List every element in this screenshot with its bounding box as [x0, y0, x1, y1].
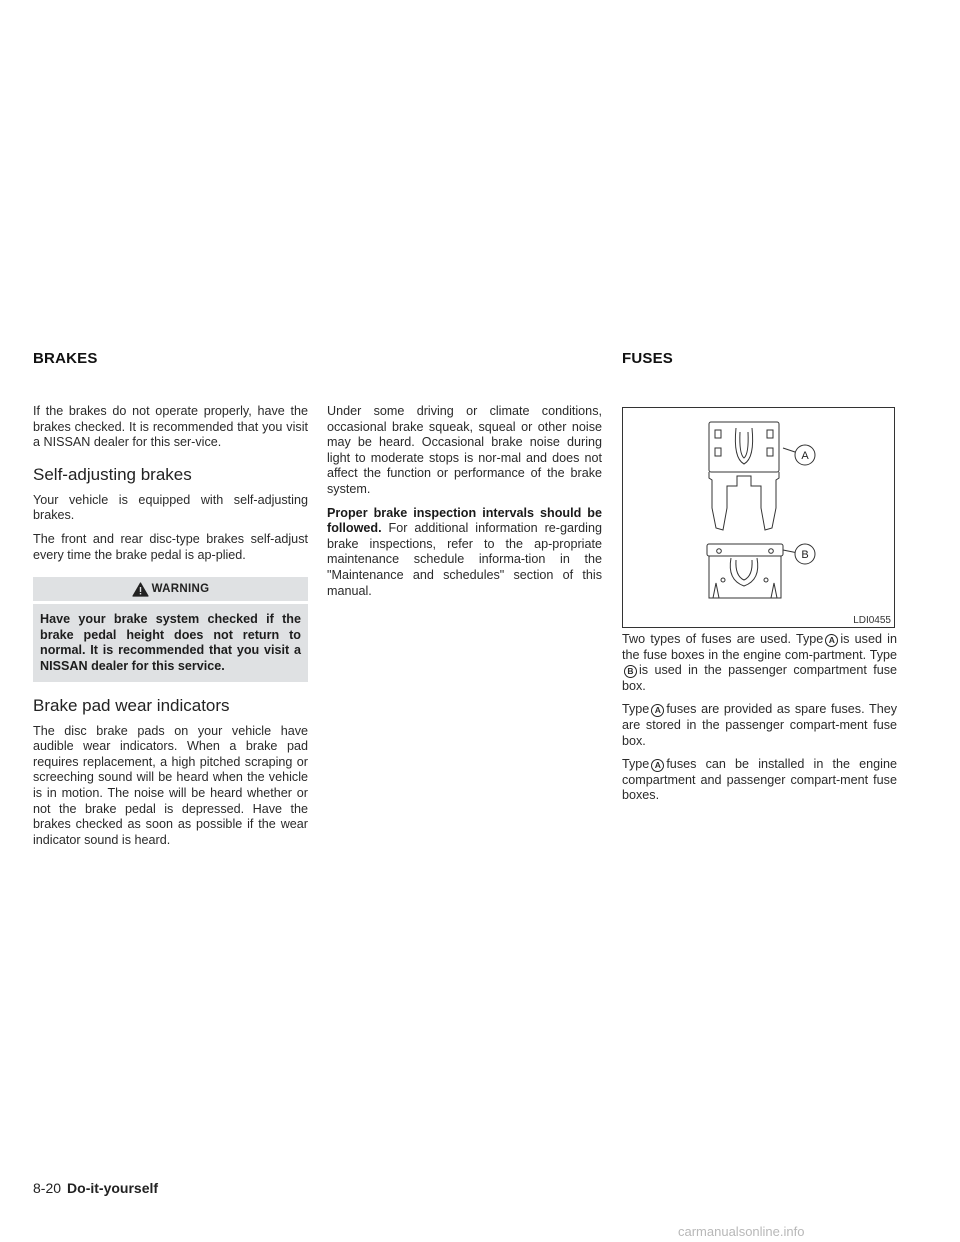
install-fuses-text-2: fuses can be installed in the engine compartment and passenger compart-ment fuse boxes. — [622, 757, 897, 803]
warning-triangle-icon — [132, 582, 149, 597]
warning-header — [33, 577, 308, 601]
marker-a: A — [651, 759, 664, 772]
pad-wear-paragraph: The disc brake pads on your vehicle have audible wear indicators. When a brake pad requires replacement, a high pitched scraping or screeching sound will be heard when the vehicle is in motion. The noise will be heard whether or not the brake pedal is depressed. Have the brakes checked as soon as possible if the wear indicator sound is heard. — [33, 723, 308, 847]
fuse-types-text-1: Two types of fuses are used. Type — [622, 632, 824, 646]
brakes-column-2 — [327, 404, 602, 607]
watermark: carmanualsonline.info — [678, 1224, 805, 1239]
pad-wear-heading: Brake pad wear indicators — [33, 695, 230, 715]
install-fuses-text-1: Type — [622, 757, 650, 772]
fuse-b-label: B — [801, 549, 809, 561]
inspection-bold-lead: Proper brake inspection intervals should be followed. — [327, 505, 602, 536]
marker-a: A — [651, 704, 664, 717]
page-footer — [33, 1180, 158, 1196]
section-heading-fuses: FUSES — [622, 350, 674, 367]
fuse-illustration — [623, 408, 894, 613]
fuse-types-text-2: is used in the fuse boxes in the engine com-partment. Type — [622, 632, 897, 662]
spare-fuses-paragraph — [622, 702, 897, 749]
inspection-paragraph — [327, 506, 602, 600]
section-heading-brakes: BRAKES — [33, 350, 98, 367]
fuse-types-paragraph — [622, 632, 897, 694]
marker-b: B — [624, 665, 637, 678]
self-adjusting-paragraph-1: Your vehicle is equipped with self-adjusting brakes. — [33, 492, 308, 523]
chapter-title: Do-it-yourself — [67, 1180, 159, 1196]
fuse-a-drawing — [709, 422, 798, 530]
figure-code: LDI0455 — [853, 615, 891, 626]
spare-fuses-text-2: fuses are provided as spare fuses. They are stored in the passenger compart-ment fuse box. — [622, 702, 897, 748]
warning-box — [33, 577, 308, 681]
page-number: 8-20 — [33, 1180, 62, 1196]
fuse-types-text-3: is used in the passenger compartment fuse box. — [622, 663, 897, 693]
fuse-figure — [622, 407, 895, 628]
brakes-intro: If the brakes do not operate properly, have the brakes checked. It is recommended that you visit a NISSAN dealer for this ser-vice. — [33, 404, 308, 450]
fuse-b-drawing — [707, 544, 798, 598]
install-fuses-paragraph — [622, 757, 897, 804]
inspection-rest: For additional information re-garding brake inspections, refer to the ap-propriate maintenance schedule informa-tion in the "Maintenance and schedules" section of this manual. — [327, 521, 602, 598]
self-adjusting-heading: Self-adjusting brakes — [33, 464, 192, 484]
warning-label: WARNING — [151, 583, 210, 596]
marker-a: A — [825, 634, 838, 647]
warning-text: Have your brake system checked if the brake pedal height does not return to normal. It is recommended that you visit a NISSAN dealer for this service. — [33, 604, 308, 681]
fuses-column — [622, 632, 897, 812]
brakes-column-1 — [33, 404, 308, 856]
spare-fuses-text-1: Type — [622, 702, 650, 717]
brake-noise-paragraph: Under some driving or climate conditions, occasional brake squeak, squeal or other noise may be heard. Occasional brake noise during light to moderate stops is nor-mal and does not affect the function or performance of the brake system. — [327, 404, 602, 496]
self-adjusting-paragraph-2: The front and rear disc-type brakes self-adjust every time the brake pedal is ap-plied. — [33, 531, 308, 562]
fuse-a-label: A — [801, 450, 809, 462]
